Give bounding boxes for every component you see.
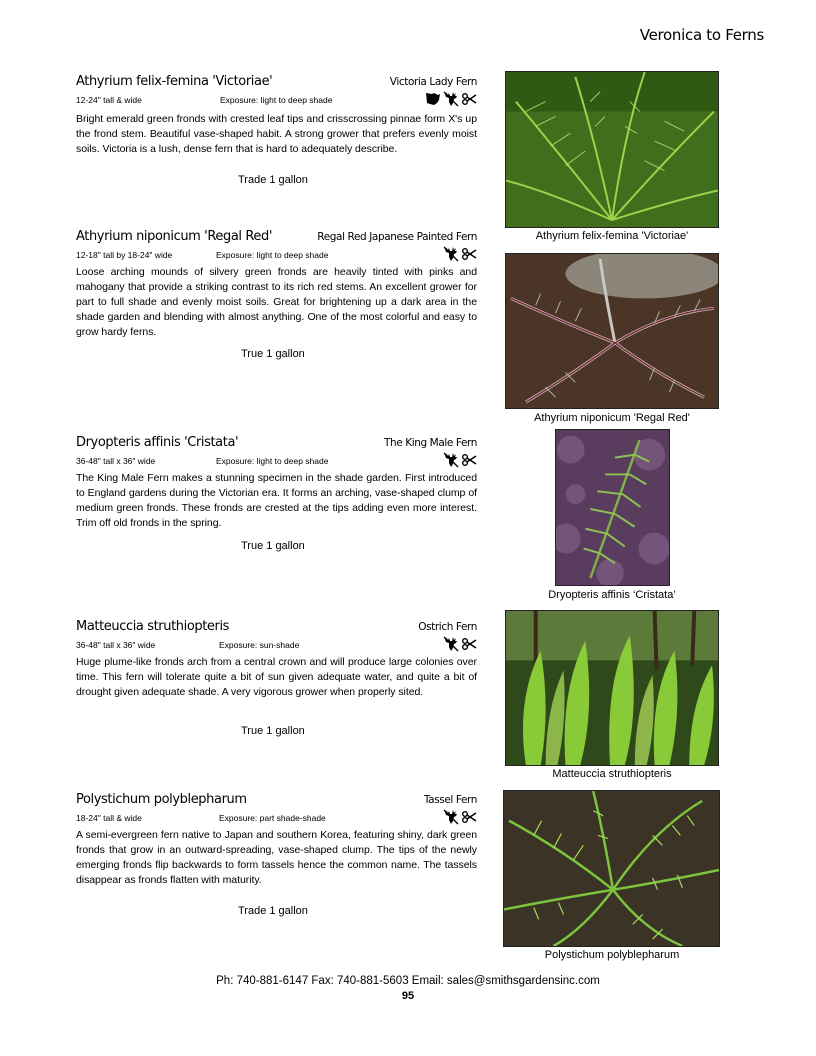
pot-size: True 1 gallon: [241, 540, 305, 552]
photo-caption: Matteuccia struthiopteris: [552, 768, 672, 780]
deer-resistant-icon: [443, 809, 459, 825]
attribute-icons: [443, 452, 477, 468]
photo-caption: Athyrium felix-femina 'Victoriae': [535, 230, 689, 242]
size-info: 36-48" tall x 36" wide: [76, 456, 156, 466]
common-name: Regal Red Japanese Painted Fern: [317, 231, 477, 243]
common-name: Victoria Lady Fern: [389, 76, 477, 88]
plant-photo-regal-red: [505, 253, 719, 409]
deer-resistant-icon: [443, 636, 459, 652]
common-name: Tassel Fern: [423, 794, 477, 806]
plant-entry-regal-red: [76, 229, 477, 369]
deer-resistant-icon: [443, 452, 459, 468]
attribute-icons: [443, 246, 477, 262]
attribute-icons: [425, 91, 477, 107]
exposure-info: Exposure: light to deep shade: [220, 95, 333, 105]
plant-photo-ostrich-fern: [505, 610, 719, 766]
plant-photo-king-male-fern: [555, 429, 670, 586]
plant-entry-king-male-fern: [76, 435, 477, 560]
contact-footer: Ph: 740-881-6147 Fax: 740-881-5603 Email: sales@smithsgardensinc.com: [216, 975, 600, 987]
photo-caption: Polystichum polyblepharum: [544, 949, 680, 961]
description: Loose arching mounds of silvery green fronds are heavily tinted with pinks and mahogany that provide a striking contrast to its rich red stems. An excellent grower for part to full shade and evenly moist soils. Great for brightening up a dark area in the shade garden and blending with almost anything. One of the most colorful and easy to grow hardy ferns.: [76, 266, 477, 338]
attribute-icons: [443, 636, 477, 652]
size-info: 12-24" tall & wide: [76, 95, 142, 105]
description: The King Male Fern makes a stunning specimen in the shade garden. First introduced to England gardens during the Victorian era. It forms an arching, vase-shaped clump of medium green fronds. These fronds are crested at the tips adding even more interest. Trim off old fronds in the spring.: [76, 472, 477, 529]
botanical-name: Athyrium felix-femina 'Victoriae': [76, 74, 273, 89]
size-info: 36-48" tall x 36" wide: [76, 640, 156, 650]
botanical-name: Polystichum polyblepharum: [76, 792, 247, 807]
plant-entry-victoria-lady-fern: [76, 74, 477, 194]
size-info: 18-24" tall & wide: [76, 813, 142, 823]
botanical-name: Matteuccia struthiopteris: [76, 619, 230, 634]
common-name: Ostrich Fern: [418, 621, 477, 633]
attribute-icons: [443, 809, 477, 825]
photo-caption: Dryopteris affinis ‘Cristata’: [548, 589, 676, 601]
description: A semi-evergreen fern native to Japan and southern Korea, featuring shiny, dark green fronds that grow in an outward-spreading, vase-shaped clump. The tips of the newly emerging fronds flip backwards to form tassels hence the common name. The tassels disappear as fronds flatten with maturity.: [76, 829, 477, 886]
exposure-info: Exposure: light to deep shade: [216, 250, 329, 260]
page-number: 95: [401, 990, 415, 1002]
exposure-info: Exposure: light to deep shade: [216, 456, 329, 466]
cut-flower-icon: [461, 246, 477, 262]
deer-resistant-icon: [443, 91, 459, 107]
ohio-native-icon: [425, 91, 441, 107]
description: Huge plume-like fronds arch from a central crown and will produce large colonies over time. This fern will tolerate quite a bit of sun given adequate water, and quite a bit of drought given adequate shade. A very vigorous grower when properly sited.: [76, 656, 477, 698]
botanical-name: Dryopteris affinis 'Cristata': [76, 435, 239, 450]
page-header: Veronica to Ferns: [639, 26, 764, 44]
botanical-name: Athyrium niponicum 'Regal Red': [76, 229, 273, 244]
plant-entry-tassel-fern: [76, 792, 477, 922]
plant-entry-ostrich-fern: [76, 619, 477, 744]
photo-caption: Athyrium niponicum 'Regal Red': [534, 412, 690, 424]
pot-size: Trade 1 gallon: [238, 174, 308, 186]
cut-flower-icon: [461, 809, 477, 825]
exposure-info: Exposure: part shade-shade: [219, 813, 326, 823]
size-info: 12-18" tall by 18-24" wide: [76, 250, 173, 260]
common-name: The King Male Fern: [383, 437, 477, 449]
cut-flower-icon: [461, 91, 477, 107]
pot-size: Trade 1 gallon: [238, 905, 308, 917]
pot-size: True 1 gallon: [241, 348, 305, 360]
plant-photo-victoria-lady-fern: [505, 71, 719, 228]
pot-size: True 1 gallon: [241, 725, 305, 737]
deer-resistant-icon: [443, 246, 459, 262]
description: Bright emerald green fronds with crested leaf tips and crisscrossing pinnae form X's up the frond stem. Beautiful vase-shaped habit. A strong grower that prefers evenly moist soils. Victoria is a lush, dense fern that is hard to adequately describe.: [76, 113, 477, 155]
exposure-info: Exposure: sun-shade: [219, 640, 300, 650]
cut-flower-icon: [461, 452, 477, 468]
cut-flower-icon: [461, 636, 477, 652]
plant-photo-tassel-fern: [503, 790, 720, 947]
